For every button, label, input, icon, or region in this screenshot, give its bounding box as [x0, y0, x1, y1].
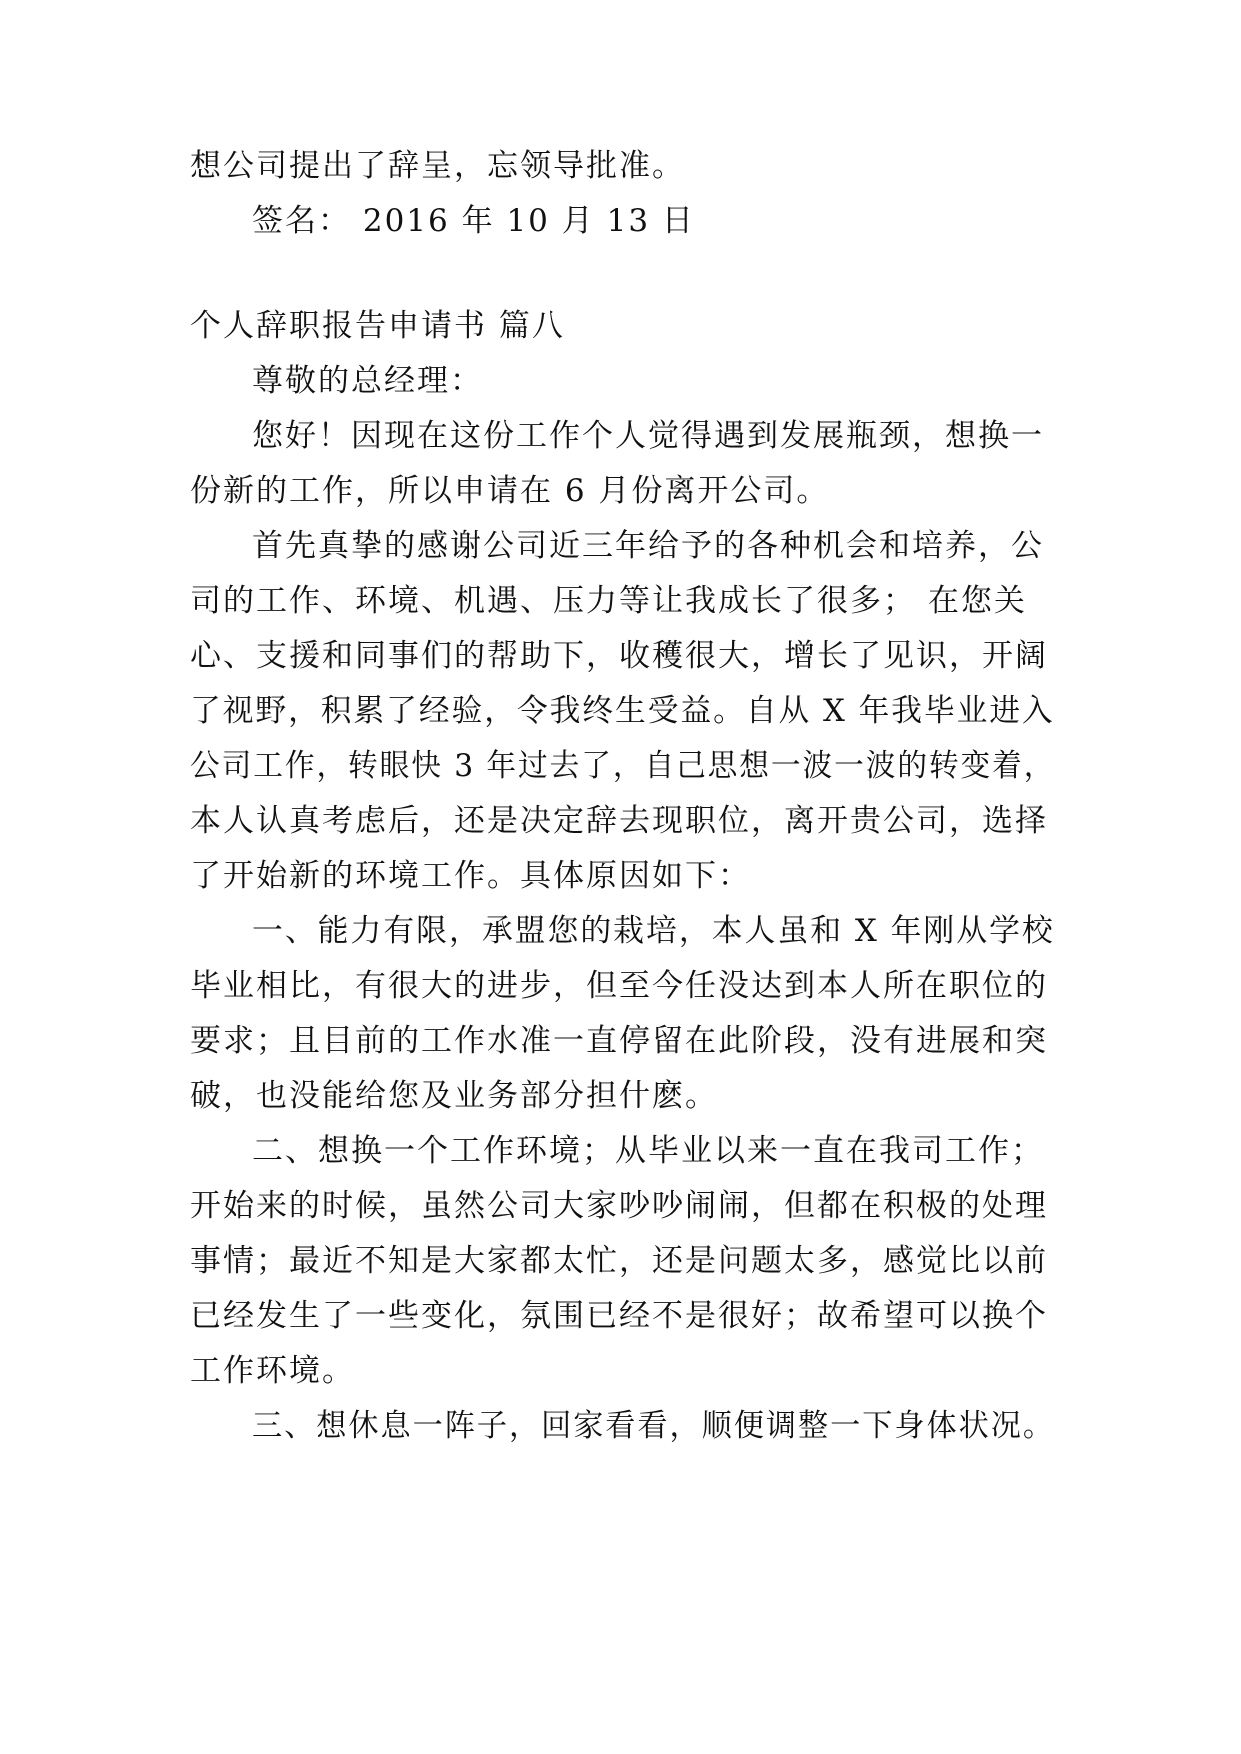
text-line: 一、能力有限，承盟您的栽培，本人虽和 X 年刚从学校 [252, 913, 1055, 949]
text-line: 破，也没能给您及业务部分担什麽。 [190, 1078, 718, 1114]
text-line: 事情；最近不知是大家都太忙，还是问题太多，感觉比以前 [190, 1243, 1048, 1279]
text-line: 二、想换一个工作环境；从毕业以来一直在我司工作； [252, 1133, 1044, 1169]
text-line: 公司工作，转眼快 3 年过去了，自己思想一波一波的转变着， [190, 748, 1056, 784]
text-line: 了视野，积累了经验，令我终生受益。自从 X 年我毕业进入 [190, 693, 1055, 729]
text-line: 您好！因现在这份工作个人觉得遇到发展瓶颈，想换一 [252, 418, 1044, 454]
section-title: 个人辞职报告申请书 篇八 [190, 308, 565, 344]
text-line: 想公司提出了辞呈，忘领导批准。 [190, 148, 685, 184]
text-line: 开始来的时候，虽然公司大家吵吵闹闹，但都在积极的处理 [190, 1188, 1048, 1224]
text-line: 心、支援和同事们的帮助下，收穫很大，增长了见识，开阔 [190, 638, 1048, 674]
text-line: 三、想休息一阵子，回家看看，顺便调整一下身体状况。 [252, 1408, 1055, 1444]
text-line: 本人认真考虑后，还是决定辞去现职位，离开贵公司，选择 [190, 803, 1048, 839]
text-line: 工作环境。 [190, 1353, 355, 1389]
text-line: 了开始新的环境工作。具体原因如下： [190, 858, 751, 894]
text-line: 首先真挚的感谢公司近三年给予的各种机会和培养，公 [252, 528, 1044, 564]
text-line: 已经发生了一些变化，氛围已经不是很好；故希望可以换个 [190, 1298, 1048, 1334]
text-line: 毕业相比，有很大的进步，但至今任没达到本人所在职位的 [190, 968, 1048, 1004]
text-line: 要求；且目前的工作水准一直停留在此阶段，没有进展和突 [190, 1023, 1048, 1059]
salutation: 尊敬的总经理： [252, 363, 483, 399]
text-line: 份新的工作，所以申请在 6 月份离开公司。 [190, 473, 830, 509]
signature-date-line: 签名： 2016 年 10 月 13 日 [252, 203, 695, 239]
text-line: 司的工作、环境、机遇、压力等让我成长了很多； 在您关 [190, 583, 1027, 619]
